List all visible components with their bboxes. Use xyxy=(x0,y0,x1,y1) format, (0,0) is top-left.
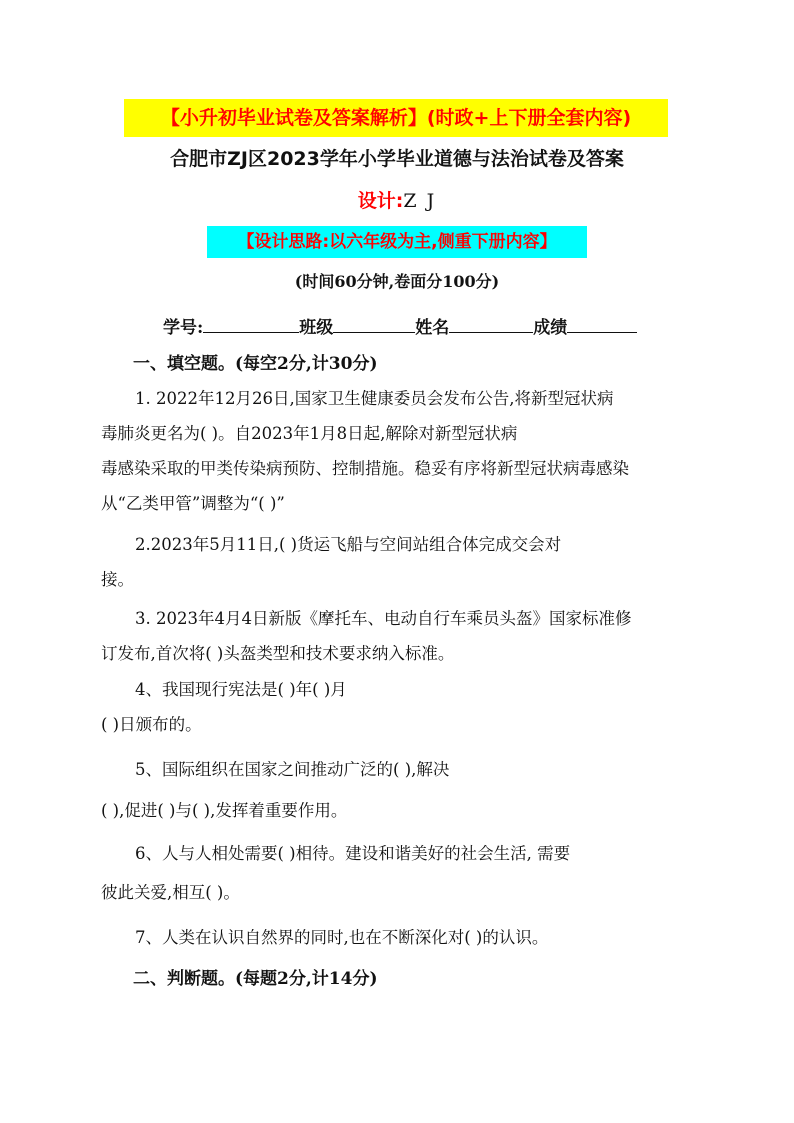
q6-line-1: 6、人与人相处需要( )相待。建设和谐美好的社会生活, 需要 xyxy=(135,844,571,863)
q1-line-3: 毒感染采取的甲类传染病预防、控制措施。稳妥有序将新型冠状病毒感染 xyxy=(101,459,629,478)
q4-part-c: )月 xyxy=(323,680,347,699)
q5-line-1 xyxy=(101,752,699,787)
q1-line-4: 从“乙类甲管”调整为“( )” xyxy=(101,494,285,513)
q2-line-1: 2.2023年5月11日,( )货运飞船与空间站组合体完成交会对 xyxy=(135,535,562,554)
q4-part-b: )年( xyxy=(289,680,319,699)
q1-line-2: 毒肺炎更名为( )。自2023年1月8日起,解除对新型冠状病 xyxy=(101,424,518,443)
q4-line-2: ( )日颁布的。 xyxy=(101,715,202,734)
q3-line-1: 3. 2023年4月4日新版《摩托车、电动自行车乘员头盔》国家标准修 xyxy=(135,609,632,628)
designer-value: Z J xyxy=(403,190,437,212)
q3-line-2: 订发布,首次将( )头盔类型和技术要求纳入标准。 xyxy=(101,644,455,663)
page-title: 合肥市ZJ区2023学年小学毕业道德与法治试卷及答案 xyxy=(170,148,624,170)
q6-line-2: 彼此关爱,相互( )。 xyxy=(101,883,240,902)
q7-line-1: 7、人类在认识自然界的同时,也在不断深化对( )的认识。 xyxy=(135,928,549,947)
question-5 xyxy=(101,752,699,828)
student-info-line xyxy=(163,314,683,342)
top-banner: 【小升初毕业试卷及答案解析】(时政+上下册全套内容) xyxy=(124,99,668,137)
time-info: (时间60分钟,卷面分100分) xyxy=(294,272,500,291)
question-2 xyxy=(101,527,699,597)
question-6 xyxy=(101,836,699,910)
q1-line-1: 1. 2022年12月26日,国家卫生健康委员会发布公告,将新型冠状病 xyxy=(135,389,614,408)
score-label: 成绩 xyxy=(533,318,568,338)
student-no-blank[interactable] xyxy=(203,314,299,333)
name-blank[interactable] xyxy=(449,314,533,333)
designer-label: 设计: xyxy=(357,190,404,212)
q5-part-b: ),解决 xyxy=(404,760,450,779)
q2-line-2: 接。 xyxy=(101,570,134,589)
class-label: 班级 xyxy=(299,318,334,338)
section-1-heading: 一、填空题。(每空2分,计30分) xyxy=(133,354,378,374)
question-1 xyxy=(101,381,699,521)
question-3 xyxy=(101,601,699,671)
q4-line-1 xyxy=(101,672,699,707)
q5-line-2: ( ),促进( )与( ),发挥着重要作用。 xyxy=(101,801,348,820)
q5-part-a: 5、国际组织在国家之间推动广泛的( xyxy=(135,760,400,779)
designer-line xyxy=(0,186,794,216)
name-label: 姓名 xyxy=(415,318,450,338)
question-7 xyxy=(101,920,699,955)
student-no-label: 学号: xyxy=(163,318,204,338)
score-blank[interactable] xyxy=(567,314,637,333)
design-idea-banner: 【设计思路:以六年级为主,侧重下册内容】 xyxy=(207,226,587,258)
section-2-heading: 二、判断题。(每题2分,计14分) xyxy=(133,969,378,989)
q4-part-a: 4、我国现行宪法是( xyxy=(135,680,284,699)
class-blank[interactable] xyxy=(333,314,415,333)
question-4 xyxy=(101,672,699,742)
